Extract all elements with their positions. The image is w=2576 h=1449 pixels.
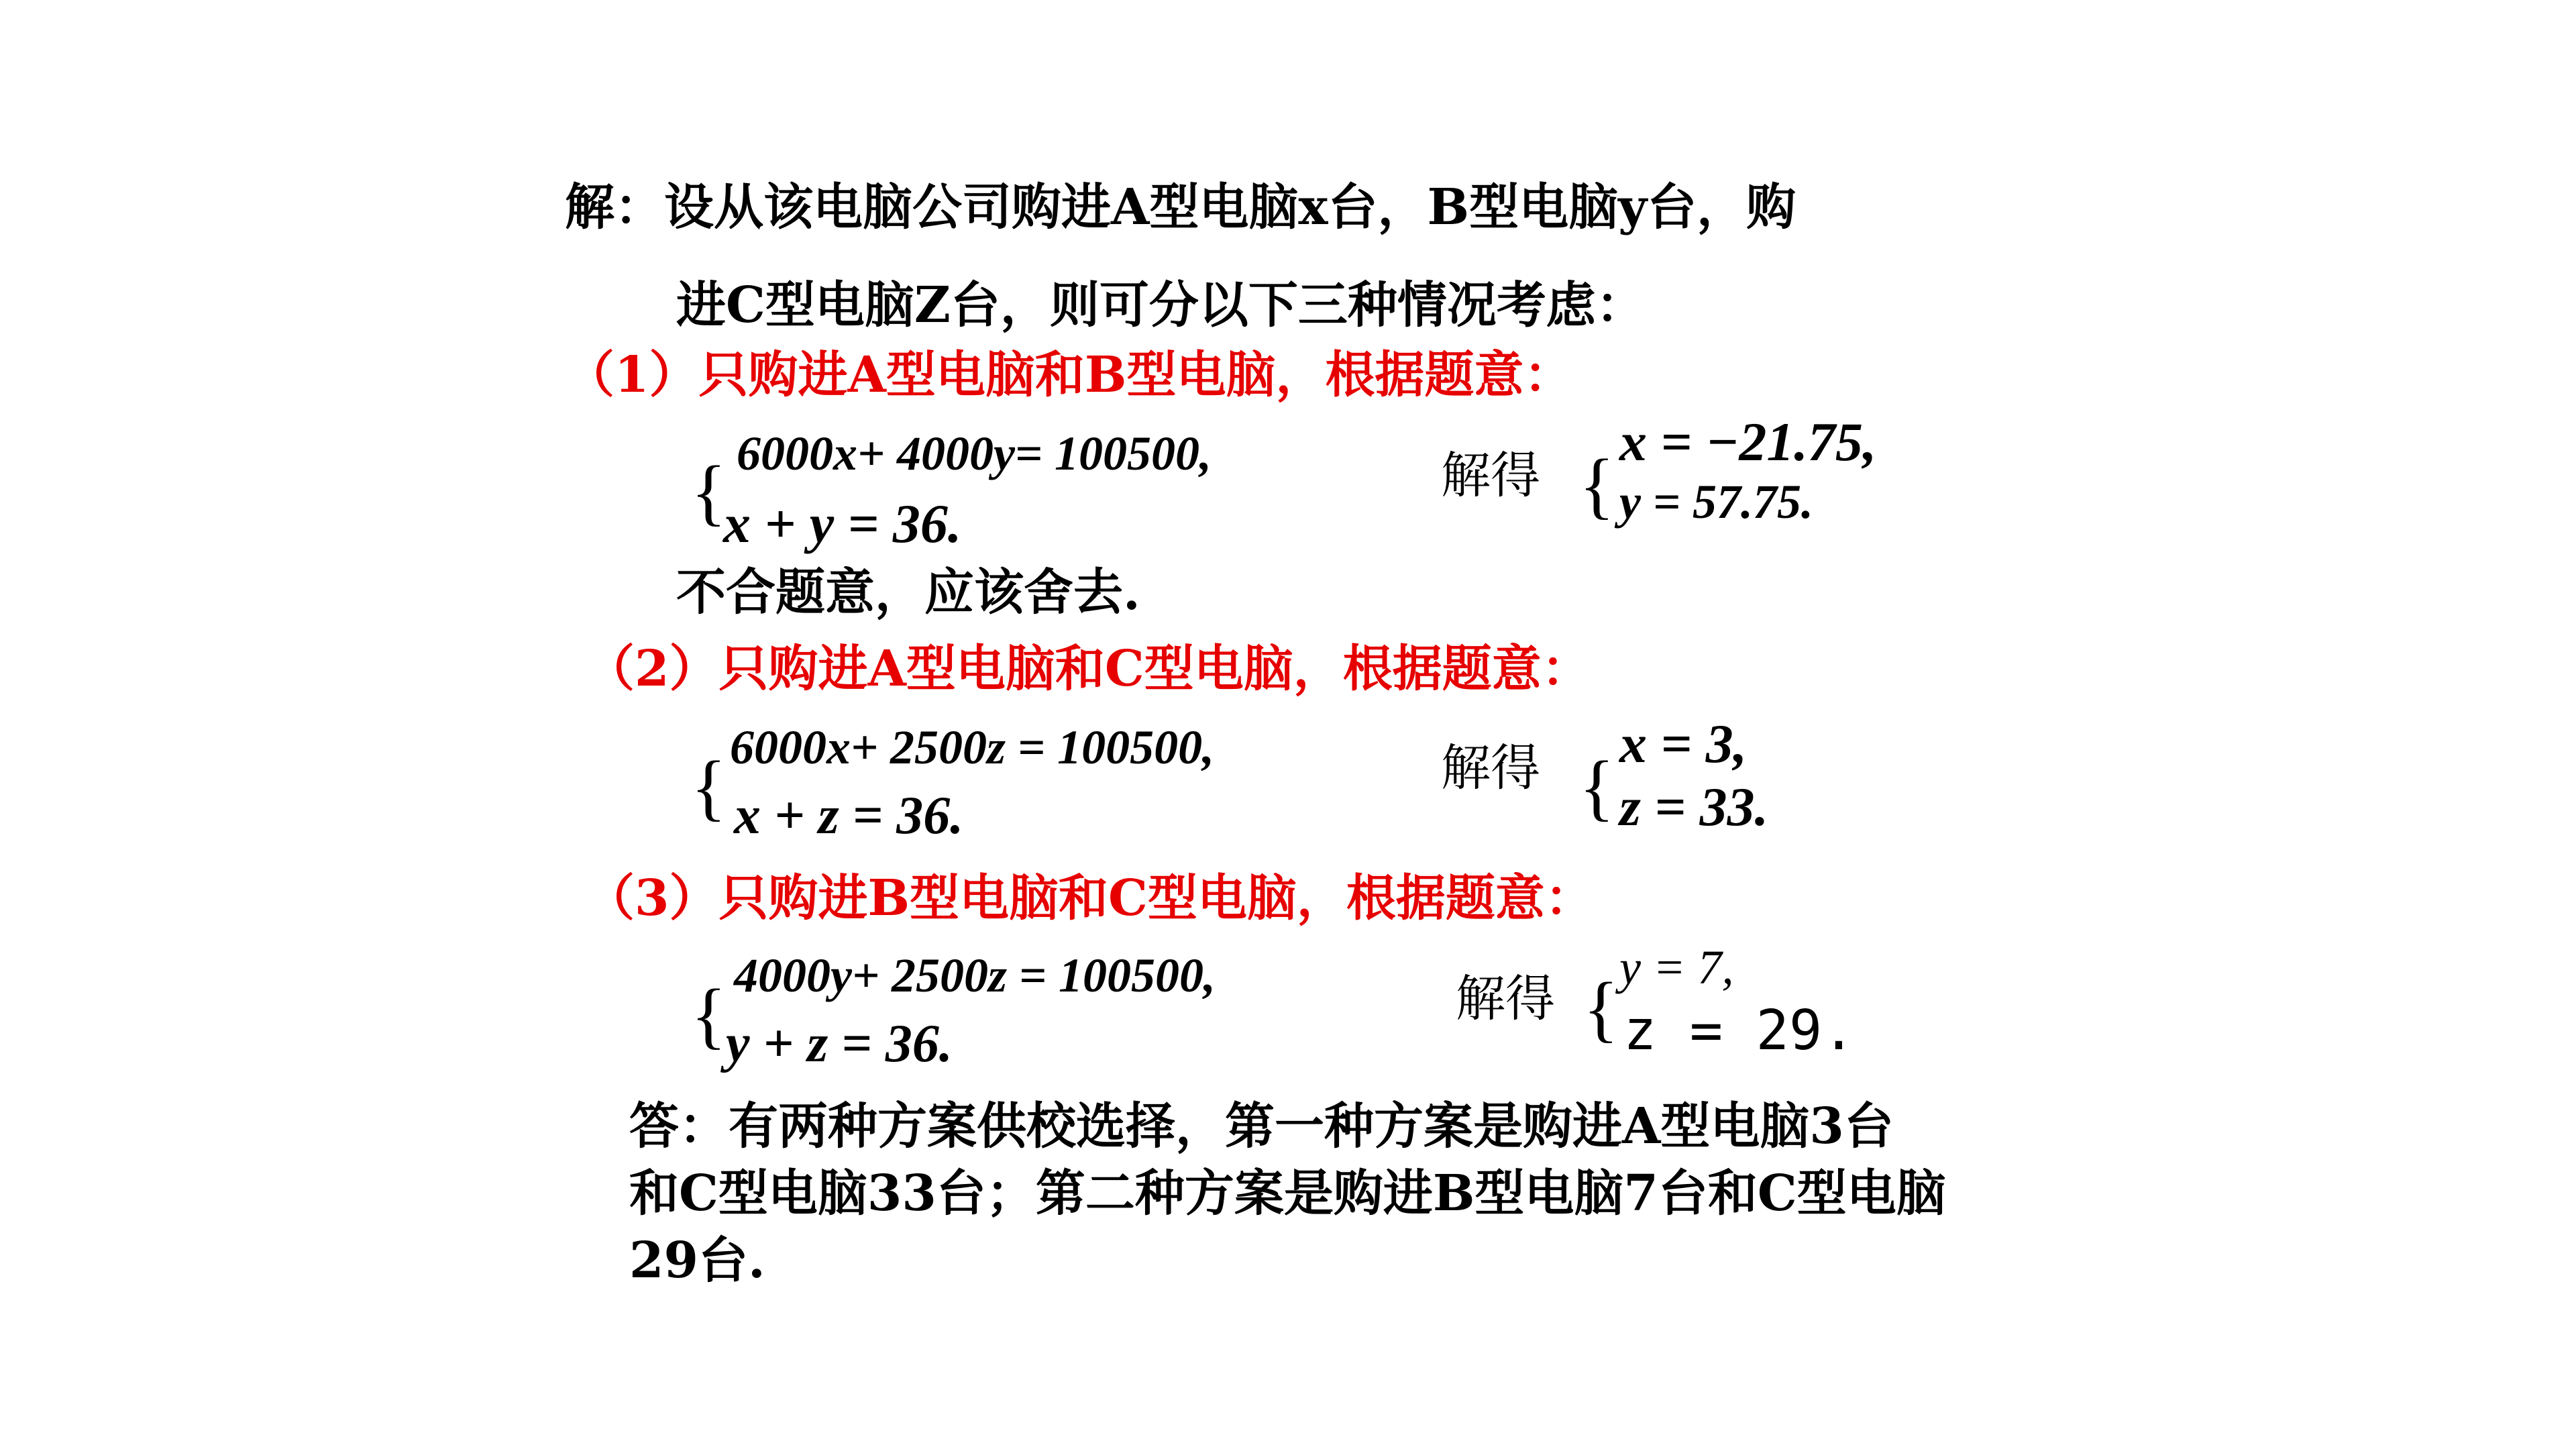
case1-equation-2: x + y = 36.: [723, 493, 962, 554]
case1-equation-1: 6000x+ 4000y= 100500,: [737, 427, 1212, 480]
case3-solution-brace: {: [1583, 967, 1619, 1049]
answer-line-2: 和C型电脑33台；第二种方案是购进B型电脑7台和C型电脑: [629, 1165, 1946, 1222]
case2-solution-2: z = 33.: [1619, 776, 1769, 837]
case3-solution-1: y = 7,: [1619, 941, 1734, 994]
case2-left-brace: {: [691, 746, 727, 828]
case3-equation-2: y + z = 36.: [726, 1014, 953, 1073]
answer-line-1: 答：有两种方案供校选择，第一种方案是购进A型电脑3台: [629, 1097, 1894, 1155]
intro-line-1: 解：设从该电脑公司购进A型电脑x台，B型电脑y台，购: [565, 178, 1796, 236]
case3-solution-2: z = 29.: [1623, 999, 1856, 1063]
case1-left-brace: {: [691, 451, 727, 533]
case2-heading: （2）只购进A型电脑和C型电脑，根据题意：: [585, 640, 1591, 698]
case3-heading: （3）只购进B型电脑和C型电脑，根据题意：: [585, 869, 1595, 927]
case2-solution-brace: {: [1579, 746, 1615, 828]
case1-solution-1: x = −21.75,: [1619, 411, 1877, 472]
case2-solution-1: x = 3,: [1619, 713, 1748, 774]
intro-line-2: 进C型电脑Z台，则可分以下三种情况考虑：: [676, 276, 1646, 334]
case1-heading: （1）只购进A型电脑和B型电脑，根据题意：: [565, 346, 1574, 404]
case1-solution-2: y = 57.75.: [1619, 475, 1813, 529]
case2-solve-label: 解得: [1441, 739, 1540, 797]
case1-solution-brace: {: [1579, 444, 1615, 526]
case2-equation-1: 6000x+ 2500z = 100500,: [730, 720, 1215, 774]
case3-solve-label: 解得: [1456, 970, 1555, 1028]
answer-line-3: 29台.: [629, 1232, 765, 1289]
case2-equation-2: x + z = 36.: [734, 786, 964, 845]
case1-note: 不合题意，应该舍去.: [676, 564, 1140, 621]
case3-equation-1: 4000y+ 2500z = 100500,: [734, 949, 1216, 1002]
case3-left-brace: {: [691, 974, 727, 1056]
case1-solve-label: 解得: [1441, 447, 1540, 504]
